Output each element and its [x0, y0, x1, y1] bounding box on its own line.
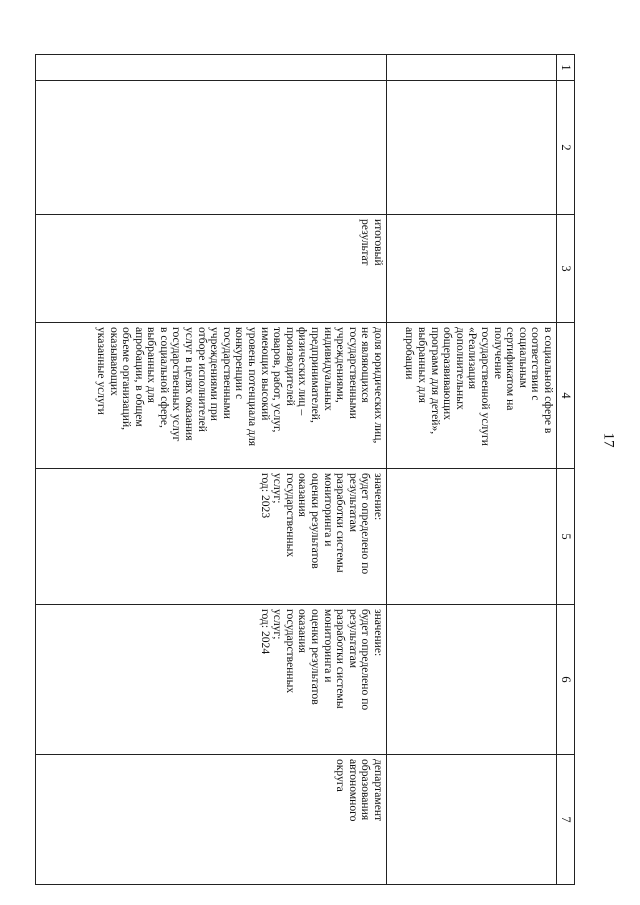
- column-number-6: 6: [557, 605, 575, 755]
- column-number-5: 5: [557, 469, 575, 605]
- responsible-text: департамент образования автономного округа: [334, 759, 385, 822]
- indicator-text: доля юридических лиц, не являющихся государственными учреждениями, индивидуальных предпринимателей, физических лиц – производителей товаров, работ, услуг, имеющих высокий уровень потенциала для конкуренции с государственными учреждениями при отборе исполнителей услуг в целях оказания государственных услуг в социальной сфере, выбранных для апробации, в общем объеме организаций, оказывающих указанные услуги: [94, 327, 385, 447]
- table-cell: [387, 605, 557, 755]
- rotated-table-container: [35, 54, 575, 884]
- column-number-1: 1: [557, 55, 575, 81]
- table-cell: [387, 215, 557, 323]
- column-number-7: 7: [557, 755, 575, 885]
- value-2023-text: значение: будет определено по результатам разработки системы мониторинга и оценки результатов оказания государственных услуг; год: 2023: [258, 473, 385, 575]
- results-table: [35, 54, 575, 885]
- table-row: [387, 55, 557, 885]
- table-cell: [36, 469, 387, 605]
- column-number-3: 3: [557, 215, 575, 323]
- table-cell: [36, 81, 387, 215]
- table-cell: [36, 323, 387, 469]
- table-cell: [387, 323, 557, 469]
- table-cell: [36, 215, 387, 323]
- table-cell: [36, 55, 387, 81]
- value-2024-text: значение: будет определено по результатам разработки системы мониторинга и оценки результатов оказания государственных услуг; год: 2024: [258, 609, 385, 711]
- table-cell: [387, 81, 557, 215]
- page-number: 17: [600, 432, 617, 448]
- table-row: [36, 55, 387, 885]
- table-cell: [387, 55, 557, 81]
- table-cell: [36, 755, 387, 885]
- column-number-2: 2: [557, 81, 575, 215]
- table-cell: [36, 605, 387, 755]
- column-number-4: 4: [557, 323, 575, 469]
- result-type-text: итоговый результат: [359, 219, 385, 266]
- indicator-text: в социальной сфере в соответствии с социальным сертификатом на получение государственной услуги «Реализация дополнительных общеразвивающих программ для детей», выбранных для апробации: [403, 327, 555, 447]
- column-number-row: [557, 55, 575, 885]
- table-cell: [387, 755, 557, 885]
- table-cell: [387, 469, 557, 605]
